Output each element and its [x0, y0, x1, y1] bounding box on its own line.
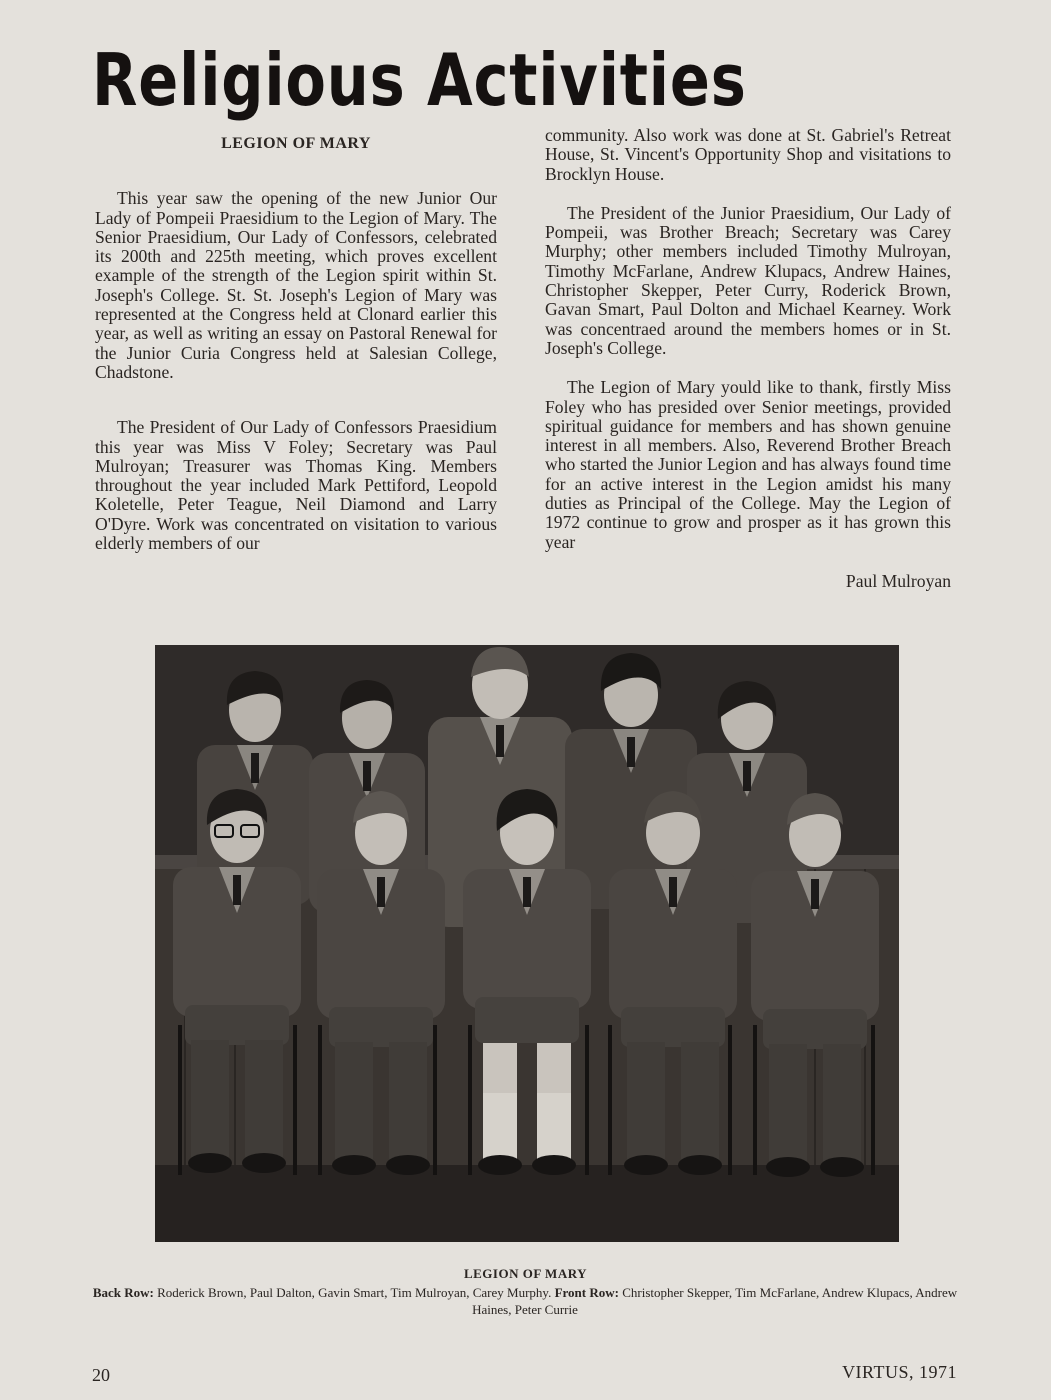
article-paragraph: The Legion of Mary yould like to thank, firstly Miss Foley who has presided over Senior meetings, provided spiritual guidance for members and has shown genuine interest in all members. Also, Reverend Brother Breach who started the Junior Legion and has always found time for an active interest in the Legion amidst his many duties as Principal of the College. May the Legion of 1972 continue to grow and prosper as it has grown this year: [545, 377, 951, 552]
article-paragraph: community. Also work was done at St. Gabriel's Retreat House, St. Vincent's Opportunity Shop and visitations to Brocklyn House.: [545, 125, 951, 184]
author-signature: Paul Mulroyan: [845, 570, 951, 591]
photo-caption-names: [90, 1284, 960, 1318]
back-row-label: Back Row:: [92, 1285, 154, 1300]
page-number: 20: [92, 1365, 110, 1385]
right-column: [545, 126, 951, 591]
front-row-label: Front Row:: [554, 1285, 619, 1300]
front-row-names: Christopher Skepper, Tim McFarlane, Andrew Klupacs, Andrew Haines, Peter Currie: [472, 1285, 958, 1317]
article-paragraph: The President of the Junior Praesidium, Our Lady of Pompeii, was Brother Breach; Secretary was Carey Murphy; other members included Timothy Mulroyan, Timothy McFarlane, Andrew Klupacs, Andrew Haines, Christopher Skepper, Peter Curry, Roderick Brown, Gavan Smart, Paul Dolton and Michael Kearney. Work was concentraed around the members homes or in St. Joseph's College.: [545, 202, 951, 358]
group-photo: [155, 645, 899, 1242]
left-column: [95, 128, 497, 553]
back-row-names: Roderick Brown, Paul Dalton, Gavin Smart, Tim Mulroyan, Carey Murphy.: [157, 1285, 552, 1300]
article-paragraph: The President of Our Lady of Confessors Praesidium this year was Miss V Foley; Secretary was Paul Mulroyan; Treasurer was Thomas King. Members throughout the year included Mark Pettiford, Leopold Koletelle, Peter Teague, Neil Diamond and Larry O'Dyre. Work was concentrated on visitation to various elderly members of our: [95, 417, 497, 554]
page-title: Religious Activities: [92, 38, 747, 122]
group-photo-illustration: [155, 645, 899, 1242]
publication-footer: VIRTUS, 1971: [842, 1362, 957, 1382]
article-paragraph: This year saw the opening of the new Junior Our Lady of Pompeii Praesidium to the Legion of Mary. The Senior Praesidium, Our Lady of Confessors, celebrated its 200th and 225th meeting, which proves excellent example of the strength of the Legion spirit within St. Joseph's College. St. St. Joseph's Legion of Mary was represented at the Congress held at Clonard earlier this year, as well as writing an essay on Pastoral Renewal for the Junior Curia Congress held at Salesian College, Chadstone.: [95, 188, 497, 382]
section-heading: LEGION OF MARY: [221, 135, 371, 152]
photo-caption-title: LEGION OF MARY: [463, 1266, 588, 1281]
